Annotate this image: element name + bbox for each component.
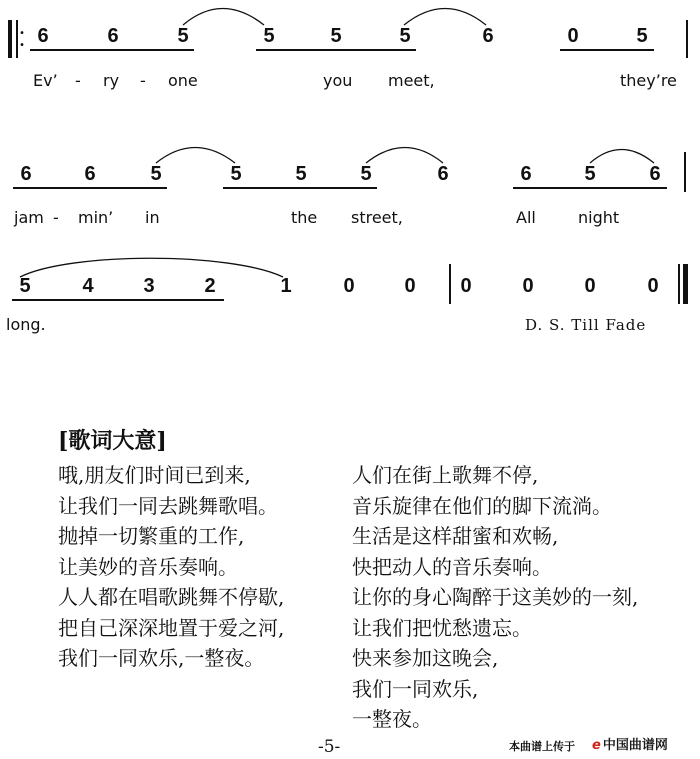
meaning-left-column: [58, 460, 284, 674]
lyric: one: [168, 71, 198, 90]
lyric: All: [516, 208, 536, 227]
lyric: meet,: [388, 71, 435, 90]
note: 5: [584, 163, 596, 185]
meaning-line: 让美妙的音乐奏响。: [58, 554, 238, 579]
meaning-line: 快来参加这晚会,: [352, 646, 499, 670]
meaning-line: 快把动人的音乐奏响。: [352, 554, 552, 579]
repeat-dot-lower: •: [20, 40, 24, 51]
note: 5: [230, 163, 242, 185]
meaning-line: 让我们把忧愁遗忘。: [352, 615, 532, 640]
meaning-line: 让你的身心陶醉于这美妙的一刻,: [352, 585, 639, 609]
note: 6: [482, 25, 494, 47]
note: 6: [84, 163, 96, 185]
note: 5: [177, 25, 189, 47]
source-note: 本曲谱上传于: [509, 740, 575, 753]
meaning-line: 我们一同欢乐,一整夜。: [58, 646, 265, 670]
meaning-line: 让我们一同去跳舞歌唱。: [58, 493, 278, 518]
note: 0: [567, 25, 579, 47]
ds-direction: D. S. Till Fade: [525, 316, 647, 334]
slur: [20, 258, 283, 277]
meaning-title: [歌词大意]: [58, 428, 167, 454]
note: 0: [404, 275, 416, 297]
lyric: the: [291, 208, 318, 227]
lyric: you: [323, 71, 353, 90]
note: 6: [107, 25, 119, 47]
meaning-line: 把自己深深地置于爱之河,: [58, 615, 285, 640]
meaning-line: 哦,朋友们时间已到来,: [58, 463, 251, 487]
note: 0: [584, 275, 596, 297]
lyric: they’re: [620, 71, 677, 90]
meaning-line: 一整夜。: [352, 707, 432, 731]
lyric: in: [145, 208, 160, 227]
meaning-line: 生活是这样甜蜜和欢畅,: [352, 524, 559, 548]
slur: [183, 9, 264, 26]
note: 6: [437, 163, 449, 185]
lyric: night: [578, 208, 620, 227]
slur-lines: [0, 0, 700, 340]
meaning-line: 人们在街上歌舞不停,: [352, 463, 539, 487]
slur: [366, 148, 443, 164]
note: 3: [143, 275, 155, 297]
slur: [590, 150, 654, 164]
lyric: jam: [14, 208, 44, 227]
note: 5: [360, 163, 372, 185]
note: 5: [150, 163, 162, 185]
lyric: Ev’: [33, 71, 58, 90]
meaning-line: 音乐旋律在他们的脚下流淌。: [352, 493, 612, 518]
note: 0: [343, 275, 355, 297]
note: 2: [204, 275, 216, 297]
logo-e-icon: e: [592, 738, 601, 753]
slur: [156, 148, 235, 164]
note: 6: [20, 163, 32, 185]
page-number: -5-: [318, 737, 341, 757]
meaning-line: 我们一同欢乐,: [352, 676, 479, 701]
note: 6: [649, 163, 661, 185]
repeat-dot-upper: •: [20, 28, 24, 39]
note: 5: [330, 25, 342, 47]
slur: [404, 9, 486, 26]
note: 5: [636, 25, 648, 47]
lyric: street,: [351, 208, 403, 227]
lyric: -: [75, 71, 81, 90]
site-logo[interactable]: [592, 734, 668, 753]
note: 6: [37, 25, 49, 47]
note: 6: [520, 163, 532, 185]
note: 0: [460, 275, 472, 297]
meaning-line: 人人都在唱歌跳舞不停歇,: [58, 585, 285, 609]
note: 5: [19, 275, 31, 297]
lyric: -: [53, 208, 59, 227]
note: 5: [399, 25, 411, 47]
note: 5: [263, 25, 275, 47]
lyric: min’: [78, 208, 114, 227]
logo-text: 中国曲谱网: [602, 738, 668, 753]
lyric: long.: [6, 315, 46, 334]
lyric: -: [140, 71, 146, 90]
note: 0: [522, 275, 534, 297]
meaning-line: 抛掉一切繁重的工作,: [58, 524, 245, 548]
note: 5: [295, 163, 307, 185]
note: 0: [647, 275, 659, 297]
lyric: ry: [103, 71, 120, 90]
note: 1: [280, 275, 292, 297]
meaning-right-column: [352, 460, 638, 735]
note: 4: [82, 275, 94, 297]
